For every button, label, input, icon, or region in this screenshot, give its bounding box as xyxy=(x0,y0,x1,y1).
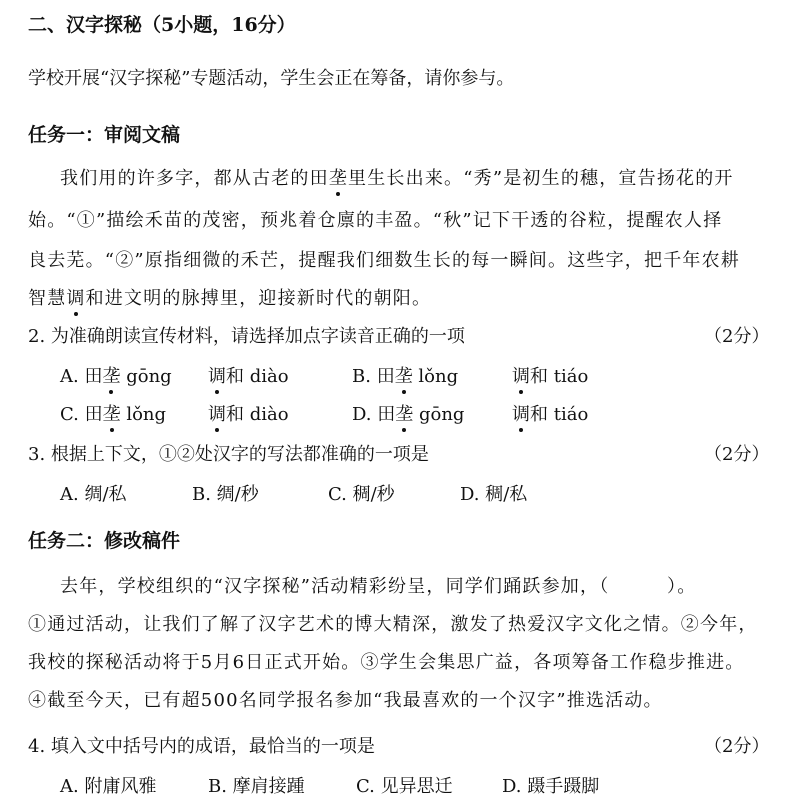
q2-option-c xyxy=(60,400,166,426)
q2-option-a-word2 xyxy=(208,362,289,388)
dotted-char: 垄 xyxy=(103,400,121,426)
q3-option-c: C. 稠/秒 xyxy=(328,484,395,505)
passage-text: 和进文明的脉搏里，迎接新时代的朝阳。 xyxy=(85,288,432,309)
task1-title: 任务一：审阅文稿 xyxy=(28,124,181,146)
q3-option-d: D. 稠/私 xyxy=(460,484,528,505)
dotted-char: 调 xyxy=(66,284,85,310)
q2-option-b xyxy=(352,362,458,388)
dotted-char: 垄 xyxy=(102,362,120,388)
pinyin: lǒng xyxy=(126,404,167,425)
pinyin: diào xyxy=(249,366,289,387)
q2-option-c-word2 xyxy=(208,400,289,426)
passage2-line2: ①通过活动，让我们了解了汉字艺术的博大精深，激发了热爱汉字文化之情。②今年， xyxy=(28,614,758,635)
passage2-line4: ④截至今天，已有超500名同学报名参加“我最喜欢的一个汉字”推选活动。 xyxy=(28,690,663,711)
option-text: 田 xyxy=(377,404,396,425)
pinyin: diào xyxy=(249,404,289,425)
q4-option-b: B. 摩肩接踵 xyxy=(208,776,305,797)
dotted-char: 调 xyxy=(512,362,530,388)
q4-option-a: A. 附庸风雅 xyxy=(60,776,157,797)
dotted-char: 垄 xyxy=(395,400,413,426)
q3-option-a: A. 绸/私 xyxy=(60,484,127,505)
dotted-char: 调 xyxy=(208,400,226,426)
q2-stem: 2. 为准确朗读宣传材料，请选择加点字读音正确的一项 xyxy=(28,326,465,347)
option-text: 和 xyxy=(530,404,548,425)
q2-option-d-word2 xyxy=(512,400,588,426)
q2-option-b-word2 xyxy=(512,362,588,388)
passage1-line2: 始。“①”描绘禾苗的茂密，预兆着仓廪的丰盈。“秋”记下干透的谷粒，提醒农人择 xyxy=(28,210,723,231)
q2-score: （2分） xyxy=(704,326,770,347)
option-letter: C. xyxy=(60,404,79,425)
option-text: 田 xyxy=(84,366,103,387)
dotted-char: 调 xyxy=(512,400,530,426)
q2-option-d xyxy=(352,400,464,426)
passage-text: 我们用的许多字，都从古老的田 xyxy=(60,168,329,189)
passage2-line3: 我校的探秘活动将于5月6日正式开始。③学生会集思广益，各项筹备工作稳步推进。 xyxy=(28,652,745,673)
option-text: 和 xyxy=(226,366,244,387)
option-letter: A. xyxy=(60,366,79,387)
pinyin: gōng xyxy=(418,404,465,425)
q3-option-b: B. 绸/秒 xyxy=(192,484,259,505)
q4-option-d: D. 蹑手蹑脚 xyxy=(502,776,600,797)
passage-text: 里生长出来。“秀”是初生的穗，宣告扬花的开 xyxy=(348,168,734,189)
passage1-line4 xyxy=(28,284,431,310)
section-intro: 学校开展“汉字探秘”专题活动，学生会正在筹备，请你参与。 xyxy=(28,68,515,89)
task2-title: 任务二：修改稿件 xyxy=(28,530,181,552)
passage1-line3: 良去芜。“②”原指细微的禾芒，提醒我们细数生长的每一瞬间。这些字，把千年农耕 xyxy=(28,250,741,271)
dotted-char: 垄 xyxy=(329,164,348,190)
q3-stem: 3. 根据上下文，①②处汉字的写法都准确的一项是 xyxy=(28,444,429,465)
passage1-line1 xyxy=(60,164,734,190)
pinyin: tiáo xyxy=(553,366,589,387)
pinyin: tiáo xyxy=(553,404,589,425)
passage-text: 智慧 xyxy=(28,288,67,309)
dotted-char: 调 xyxy=(208,362,226,388)
pinyin: gōng xyxy=(126,366,172,387)
dotted-char: 垄 xyxy=(395,362,413,388)
option-text: 田 xyxy=(376,366,395,387)
passage2-line1: 去年，学校组织的“汉字探秘”活动精彩纷呈，同学们踊跃参加，（ ）。 xyxy=(60,576,697,597)
pinyin: lǒng xyxy=(418,366,459,387)
option-letter: D. xyxy=(352,404,372,425)
option-text: 和 xyxy=(530,366,548,387)
q4-option-c: C. 见异思迁 xyxy=(356,776,453,797)
q2-option-a xyxy=(60,362,172,388)
section-heading: 二、汉字探秘（5小题，16分） xyxy=(28,14,296,36)
q4-score: （2分） xyxy=(704,736,770,757)
option-text: 和 xyxy=(226,404,244,425)
q3-score: （2分） xyxy=(704,444,770,465)
option-text: 田 xyxy=(84,404,103,425)
q4-stem: 4. 填入文中括号内的成语，最恰当的一项是 xyxy=(28,736,375,757)
option-letter: B. xyxy=(352,366,371,387)
